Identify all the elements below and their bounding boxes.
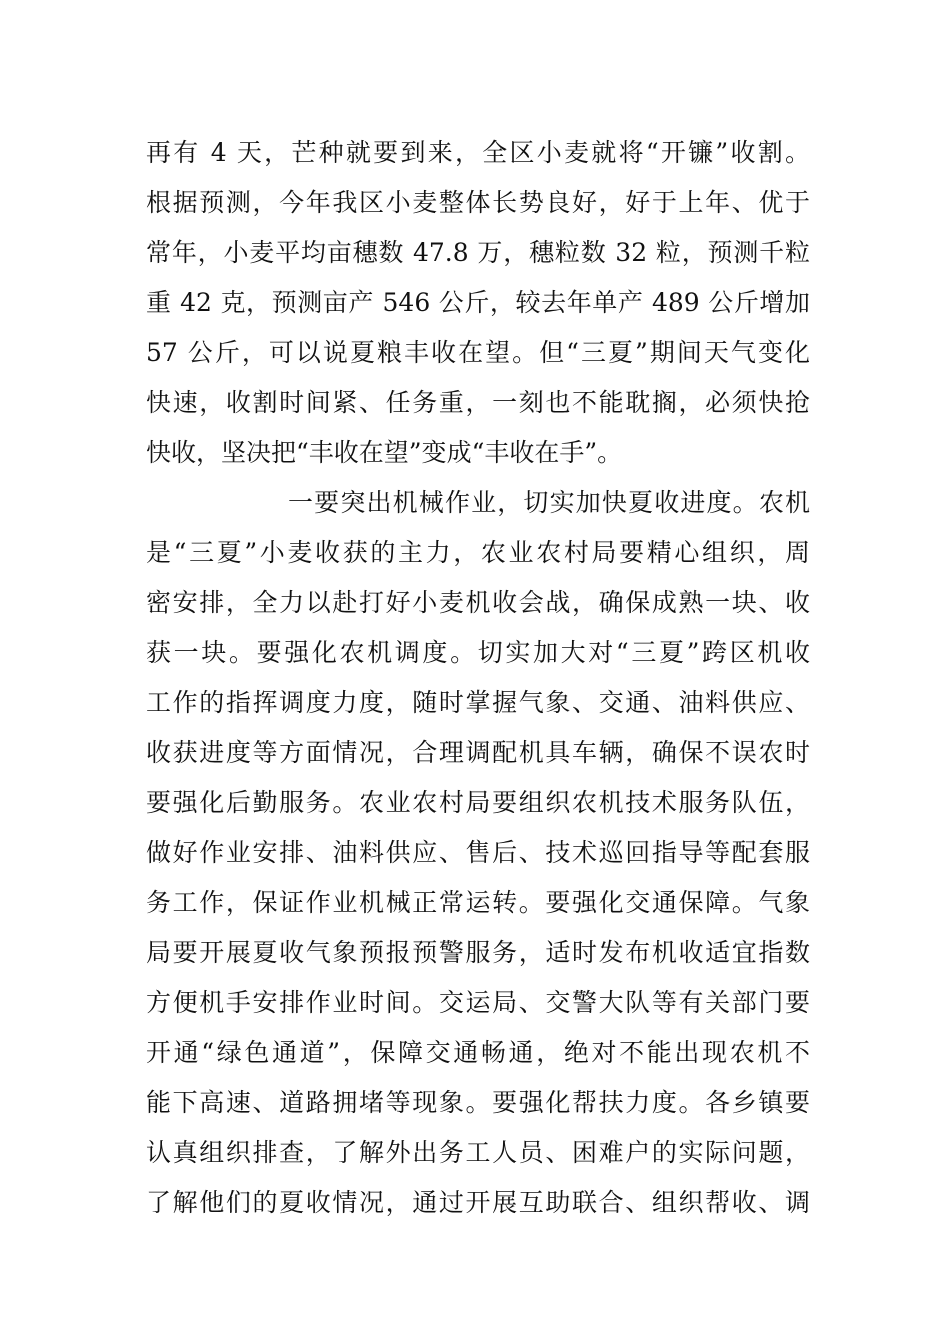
text-line: 快收，坚决把“丰收在望”变成“丰收在手”。 xyxy=(146,438,623,467)
text-line: 方便机手安排作业时间。交运局、交警大队等有关部门要 xyxy=(146,988,810,1017)
text-line: 能下高速、道路拥堵等现象。要强化帮扶力度。各乡镇要 xyxy=(146,1088,810,1117)
text-line: 获一块。要强化农机调度。切实加大对“三夏”跨区机收 xyxy=(146,638,810,667)
paragraph-intro xyxy=(146,128,810,478)
text-line: 快速，收割时间紧、任务重，一刻也不能耽搁，必须快抢 xyxy=(146,388,810,417)
text-line: 57 公斤，可以说夏粮丰收在望。但“三夏”期间天气变化 xyxy=(146,338,810,367)
text-line: 了解他们的夏收情况，通过开展互助联合、组织帮收、调 xyxy=(146,1188,810,1217)
paragraph-machinery xyxy=(146,478,810,1228)
text-line: 工作的指挥调度力度，随时掌握气象、交通、油料供应、 xyxy=(146,688,810,717)
text-line: 认真组织排查，了解外出务工人员、困难户的实际问题， xyxy=(146,1138,810,1167)
text-line: 收获进度等方面情况，合理调配机具车辆，确保不误农时 xyxy=(146,738,810,767)
text-line: 开通“绿色通道”，保障交通畅通，绝对不能出现农机不 xyxy=(146,1038,810,1067)
text-line: 局要开展夏收气象预报预警服务，适时发布机收适宜指数 xyxy=(146,938,810,967)
text-line: 是“三夏”小麦收获的主力，农业农村局要精心组织，周 xyxy=(146,538,810,567)
text-line: 根据预测，今年我区小麦整体长势良好，好于上年、优于 xyxy=(146,188,810,217)
text-line: 重 42 克，预测亩产 546 公斤，较去年单产 489 公斤增加 xyxy=(146,288,810,317)
text-line: 要强化后勤服务。农业农村局要组织农机技术服务队伍， xyxy=(146,788,810,817)
text-line: 再有 4 天，芒种就要到来，全区小麦就将“开镰”收割。 xyxy=(146,138,810,167)
text-line: 务工作，保证作业机械正常运转。要强化交通保障。气象 xyxy=(146,888,810,917)
text-line: 密安排，全力以赴打好小麦机收会战，确保成熟一块、收 xyxy=(146,588,810,617)
document-body xyxy=(146,128,810,1228)
text-line: 做好作业安排、油料供应、售后、技术巡回指导等配套服 xyxy=(146,838,810,867)
text-line-indented: 一要突出机械作业，切实加快夏收进度。农机 xyxy=(288,488,810,517)
text-line: 常年，小麦平均亩穗数 47.8 万，穗粒数 32 粒，预测千粒 xyxy=(146,238,810,267)
